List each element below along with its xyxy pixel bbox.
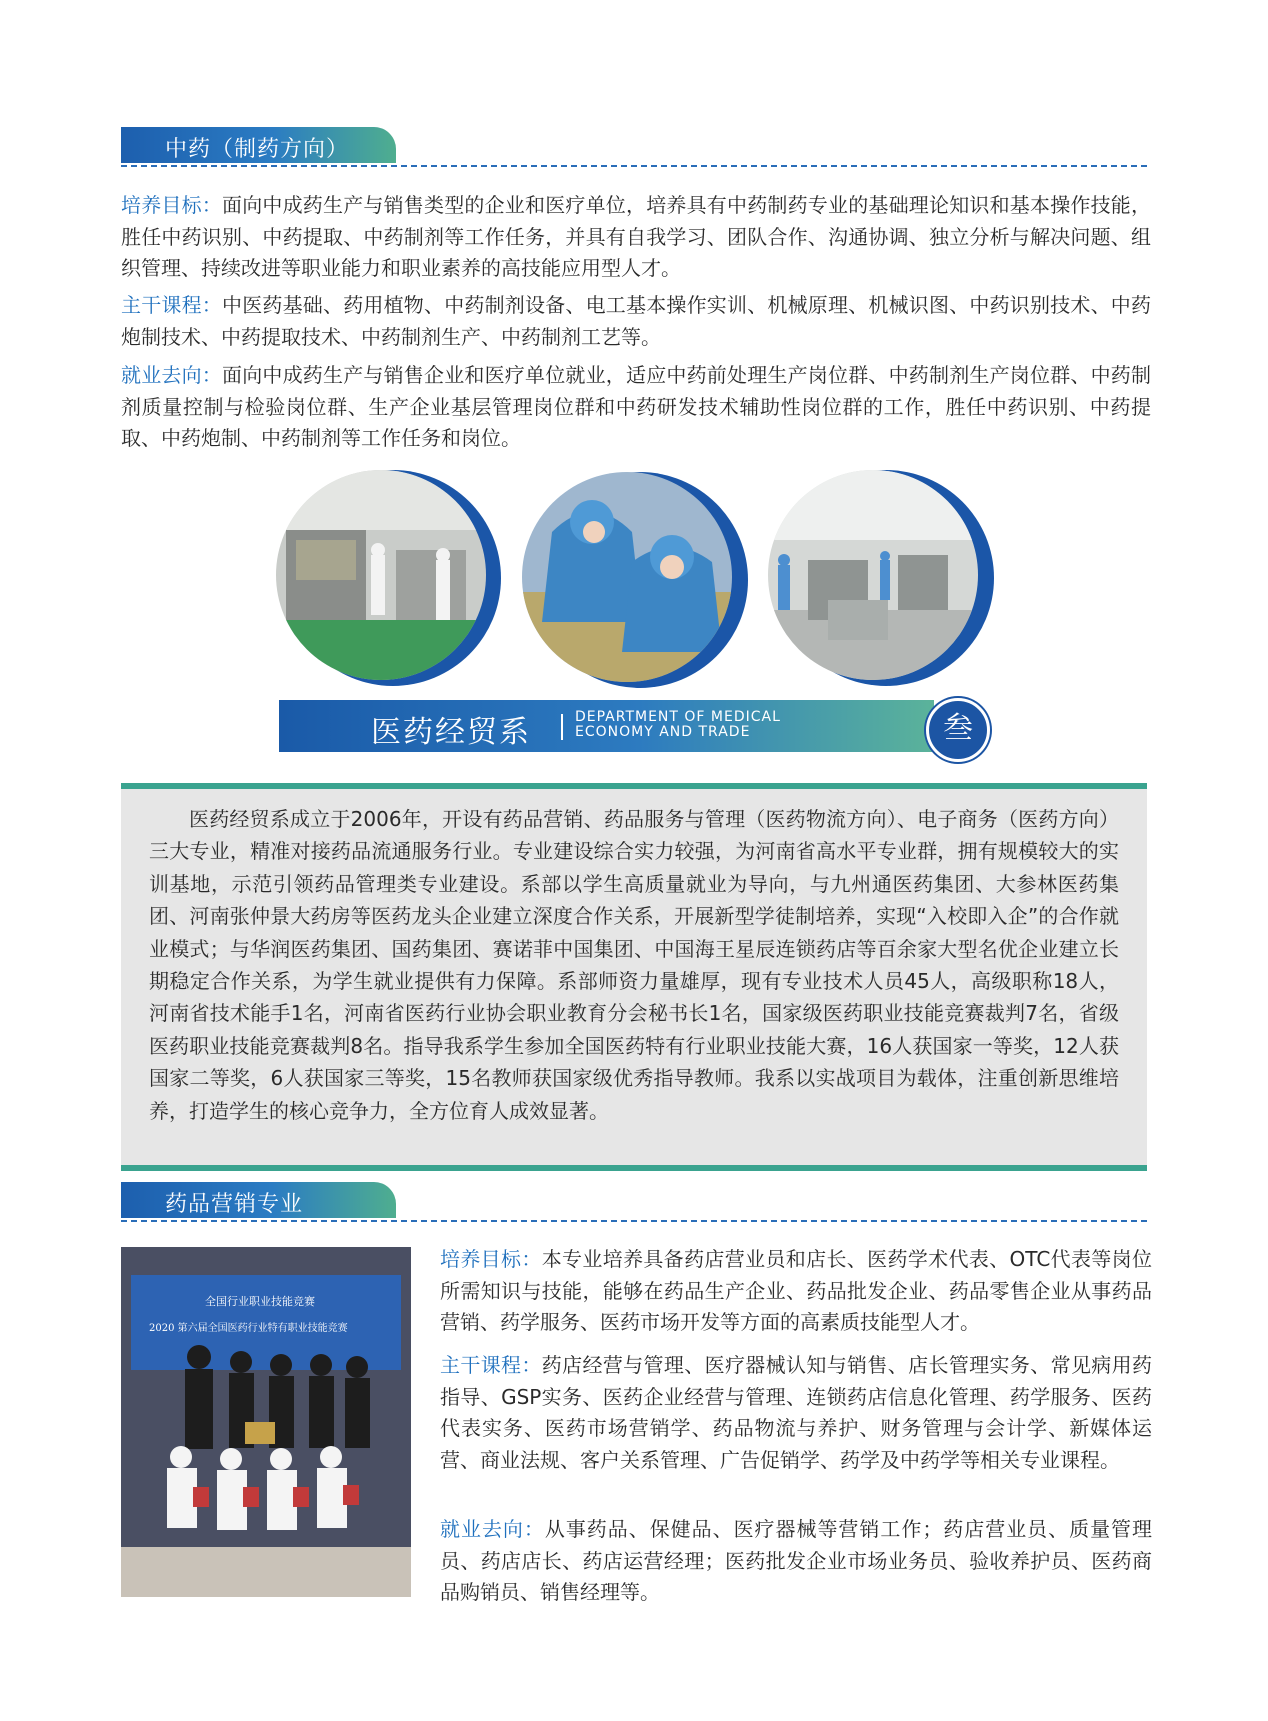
department-name: 医药经贸系 [371, 715, 531, 750]
award-banner-line1: 全国行业职业技能竞赛 [205, 1295, 315, 1308]
workers-photo [522, 472, 732, 682]
section-tab [121, 127, 396, 163]
goal-text: 面向中成药生产与销售类型的企业和医疗单位，培养具有中药制药专业的基础理论知识和基本操作技能，胜任中药识别、中药提取、中药制剂等工作任务，并具有自我学习、团队合作、沟通协调、独立分析与解决问题、组织管理、持续改进等职业能力和职业素养的高技能应用型人才。 [121, 193, 1151, 280]
award-photo [121, 1247, 411, 1597]
department-en-line2: ECONOMY AND TRADE [575, 724, 751, 740]
section-header-tcm [121, 127, 1147, 171]
job-text: 从事药品、保健品、医疗器械等营销工作；药店营业员、质量管理员、药店店长、药店运营经理；医药批发企业市场业务员、验收养护员、医药商品购销员、销售经理等。 [440, 1517, 1153, 1604]
department-en-line1: DEPARTMENT OF MEDICAL [575, 709, 781, 725]
department-banner [279, 700, 934, 752]
course-label: 主干课程： [121, 293, 222, 317]
banner-separator [561, 714, 563, 740]
factory-photo-2 [768, 470, 978, 680]
section-header-marketing [121, 1182, 1147, 1226]
tcm-courses [121, 290, 1151, 353]
tcm-jobs [121, 360, 1151, 455]
section-title: 药品营销专业 [165, 1192, 304, 1217]
department-number-badge: 叁 [926, 698, 990, 762]
goal-text: 本专业培养具备药店营业员和店长、医药学术代表、OTC代表等岗位所需知识与技能，能够在药品生产企业、药品批发企业、药品零售企业从事药品营销、药学服务、医药市场开发等方面的高素质技能型人才。 [440, 1247, 1152, 1334]
goal-label: 培养目标： [440, 1247, 542, 1271]
tcm-goal [121, 190, 1151, 285]
marketing-courses [440, 1350, 1152, 1476]
factory-photo-1 [276, 470, 486, 680]
job-label: 就业去向： [440, 1517, 545, 1541]
dashed-divider [121, 1220, 1147, 1222]
department-name-en [575, 710, 781, 740]
section-title: 中药（制药方向） [165, 137, 350, 162]
dashed-divider [121, 165, 1147, 167]
job-text: 面向中成药生产与销售企业和医疗单位就业，适应中药前处理生产岗位群、中药制剂生产岗位群、中药制剂质量控制与检验岗位群、生产企业基层管理岗位群和中药研发技术辅助性岗位群的工作，胜任中药识别、中药提取、中药炮制、中药制剂等工作任务和岗位。 [121, 363, 1151, 450]
course-text: 药店经营与管理、医疗器械认知与销售、店长管理实务、常见病用药指导、GSP实务、医药企业经营与管理、连锁药店信息化管理、药学服务、医药代表实务、医药市场营销学、药品物流与养护、财务管理与会计学、新媒体运营、商业法规、客户关系管理、广告促销学、药学及中药学等相关专业课程。 [440, 1353, 1153, 1472]
section-tab [121, 1182, 396, 1218]
department-intro: 医药经贸系成立于2006年，开设有药品营销、药品服务与管理（医药物流方向）、电子商务（医药方向）三大专业，精准对接药品流通服务行业。专业建设综合实力较强，为河南省高水平专业群，拥有规模较大的实训基地，示范引领药品管理类专业建设。系部以学生高质量就业为导向，与九州通医药集团、大参林医药集团、河南张仲景大药房等医药龙头企业建立深度合作关系，开展新型学徒制培养，实现“入校即入企”的合作就业模式；与华润医药集团、国药集团、赛诺菲中国集团、中国海王星辰连锁药店等百余家大型名优企业建立长期稳定合作关系，为学生就业提供有力保障。系部师资力量雄厚，现有专业技术人员45人，高级职称18人，河南省技术能手1名，河南省医药行业协会职业教育分会秘书长1名，国家级医药职业技能竞赛裁判7名，省级医药职业技能竞赛裁判8名。指导我系学生参加全国医药特有行业职业技能大赛，16人获国家一等奖，12人获国家二等奖，6人获国家三等奖，15名教师获国家级优秀指导教师。我系以实战项目为载体，注重创新思维培养，打造学生的核心竞争力，全方位育人成效显著。 [149, 807, 1119, 1123]
department-intro-box [121, 783, 1147, 1171]
course-label: 主干课程： [440, 1353, 542, 1377]
job-label: 就业去向： [121, 363, 222, 387]
marketing-goal [440, 1244, 1152, 1339]
award-banner-line2: 2020 第六届全国医药行业特有职业技能竞赛 [149, 1323, 348, 1334]
goal-label: 培养目标： [121, 193, 222, 217]
course-text: 中医药基础、药用植物、中药制剂设备、电工基本操作实训、机械原理、机械识图、中药识别技术、中药炮制技术、中药提取技术、中药制剂生产、中药制剂工艺等。 [121, 293, 1151, 349]
marketing-jobs [440, 1514, 1152, 1609]
